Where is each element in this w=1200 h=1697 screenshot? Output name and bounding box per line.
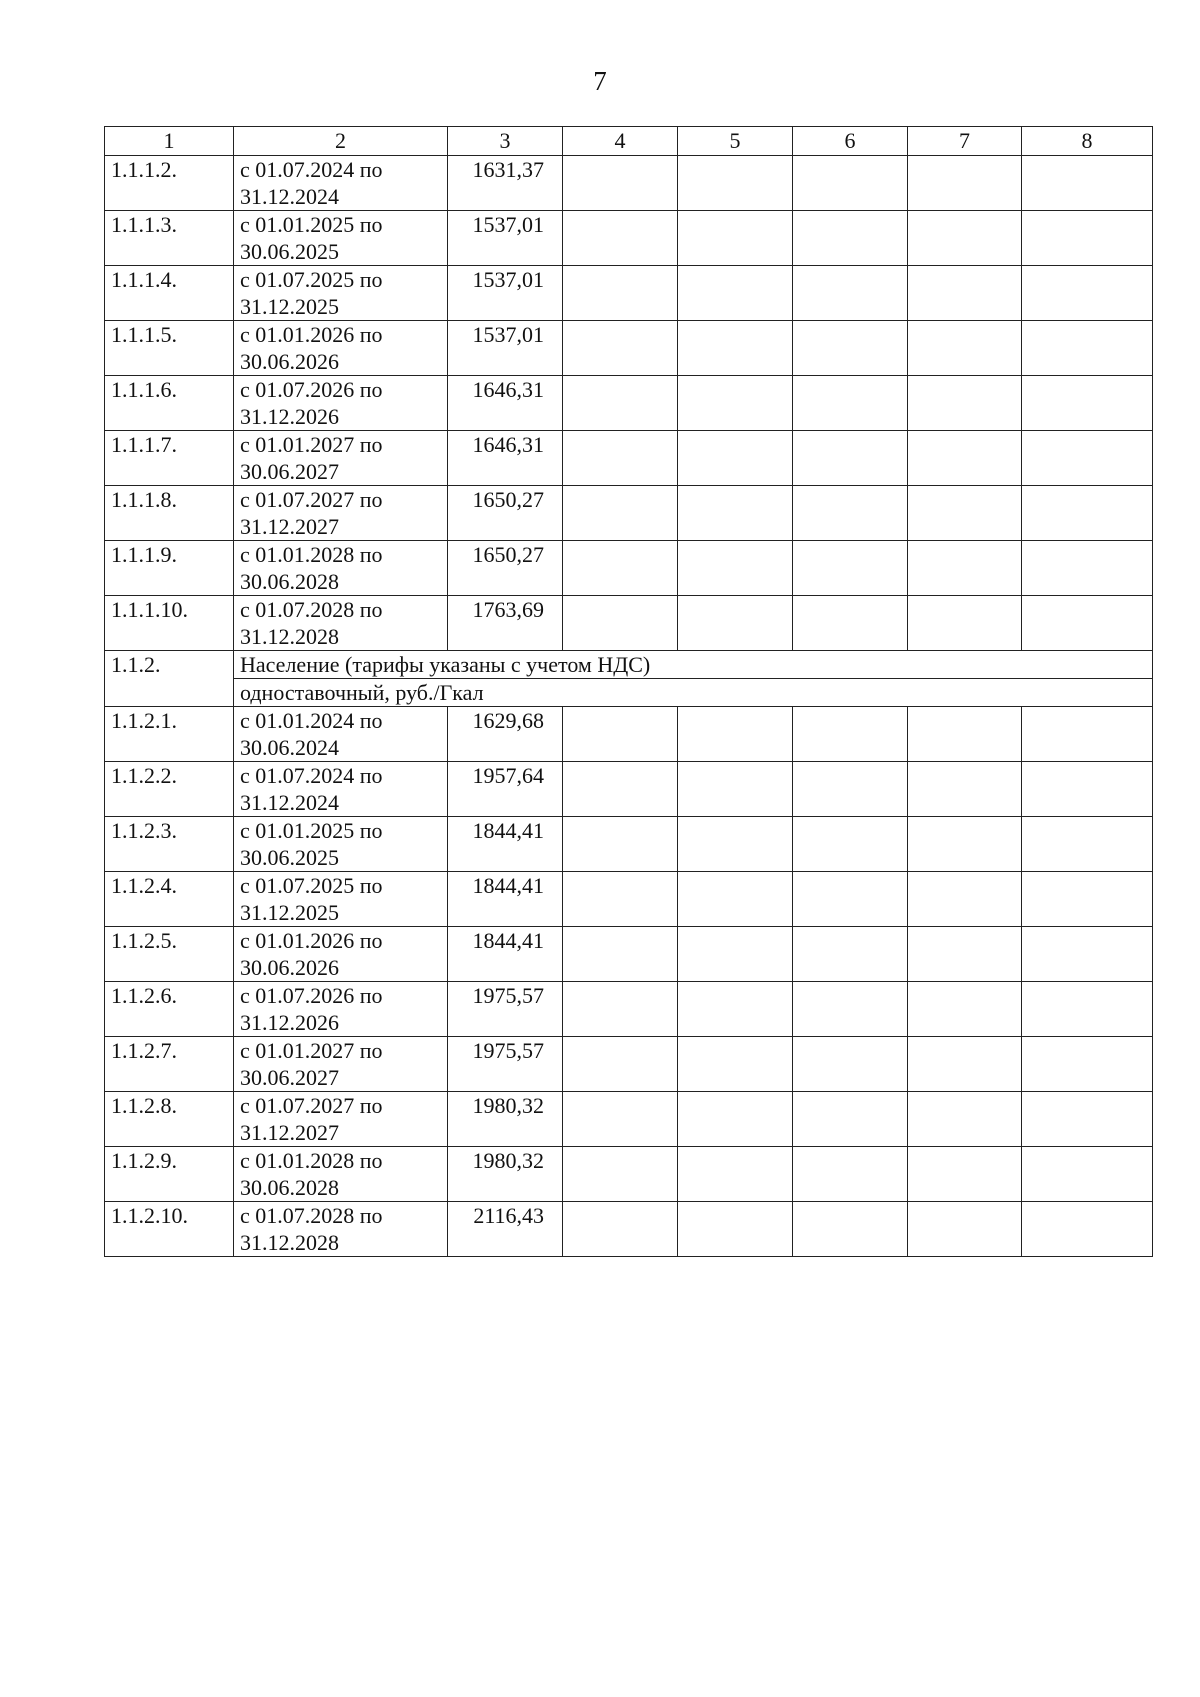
table-body (105, 127, 1153, 1257)
empty-cell-col-7 (908, 927, 1022, 982)
column-header: 7 (908, 127, 1022, 156)
period-start: с 01.07.2024 по (240, 763, 383, 788)
row-code: 1.1.2.9. (105, 1147, 234, 1202)
row-code: 1.1.2.2. (105, 762, 234, 817)
empty-cell-col-7 (908, 321, 1022, 376)
table-row (105, 541, 1153, 596)
empty-cell-col-8 (1022, 1202, 1153, 1257)
empty-cell-col-5 (678, 321, 793, 376)
period-end: 30.06.2025 (240, 239, 339, 264)
empty-cell-col-5 (678, 872, 793, 927)
period-cell (234, 872, 448, 927)
tariff-value: 1650,27 (448, 486, 563, 541)
empty-cell-col-6 (793, 596, 908, 651)
empty-cell-col-4 (563, 1147, 678, 1202)
period-cell (234, 486, 448, 541)
period-start: с 01.07.2025 по (240, 267, 383, 292)
empty-cell-col-6 (793, 211, 908, 266)
period-start: с 01.07.2027 по (240, 487, 383, 512)
empty-cell-col-6 (793, 1092, 908, 1147)
empty-cell-col-8 (1022, 872, 1153, 927)
empty-cell-col-8 (1022, 266, 1153, 321)
period-cell (234, 431, 448, 486)
section-code: 1.1.2. (105, 651, 234, 707)
column-header: 8 (1022, 127, 1153, 156)
empty-cell-col-4 (563, 376, 678, 431)
period-start: с 01.07.2026 по (240, 377, 383, 402)
table-row (105, 431, 1153, 486)
empty-cell-col-5 (678, 486, 793, 541)
empty-cell-col-5 (678, 1037, 793, 1092)
tariff-value: 1957,64 (448, 762, 563, 817)
period-cell (234, 596, 448, 651)
empty-cell-col-4 (563, 707, 678, 762)
table-row (105, 707, 1153, 762)
empty-cell-col-8 (1022, 817, 1153, 872)
empty-cell-col-4 (563, 927, 678, 982)
row-code: 1.1.1.4. (105, 266, 234, 321)
empty-cell-col-5 (678, 211, 793, 266)
column-header: 3 (448, 127, 563, 156)
period-cell (234, 211, 448, 266)
period-start: с 01.01.2026 по (240, 322, 383, 347)
period-start: с 01.01.2027 по (240, 1038, 383, 1063)
period-cell (234, 707, 448, 762)
empty-cell-col-8 (1022, 982, 1153, 1037)
row-code: 1.1.1.2. (105, 156, 234, 211)
empty-cell-col-8 (1022, 762, 1153, 817)
empty-cell-col-7 (908, 1147, 1022, 1202)
tariff-value: 1975,57 (448, 982, 563, 1037)
table-row (105, 1092, 1153, 1147)
empty-cell-col-7 (908, 376, 1022, 431)
empty-cell-col-5 (678, 596, 793, 651)
column-header-row (105, 127, 1153, 156)
tariff-value: 1646,31 (448, 376, 563, 431)
empty-cell-col-8 (1022, 541, 1153, 596)
period-start: с 01.07.2025 по (240, 873, 383, 898)
period-end: 31.12.2026 (240, 1010, 339, 1035)
empty-cell-col-5 (678, 707, 793, 762)
tariff-value: 1537,01 (448, 321, 563, 376)
row-code: 1.1.2.1. (105, 707, 234, 762)
table-row (105, 486, 1153, 541)
empty-cell-col-8 (1022, 927, 1153, 982)
period-cell (234, 541, 448, 596)
empty-cell-col-6 (793, 927, 908, 982)
tariff-value: 1629,68 (448, 707, 563, 762)
empty-cell-col-7 (908, 982, 1022, 1037)
empty-cell-col-5 (678, 431, 793, 486)
table-row (105, 211, 1153, 266)
period-start: с 01.01.2025 по (240, 212, 383, 237)
period-end: 31.12.2025 (240, 900, 339, 925)
empty-cell-col-6 (793, 541, 908, 596)
period-end: 30.06.2026 (240, 349, 339, 374)
period-end: 31.12.2024 (240, 790, 339, 815)
empty-cell-col-7 (908, 1092, 1022, 1147)
section-title: Население (тарифы указаны с учетом НДС) (234, 651, 1153, 679)
row-code: 1.1.1.9. (105, 541, 234, 596)
period-end: 30.06.2024 (240, 735, 339, 760)
empty-cell-col-5 (678, 927, 793, 982)
empty-cell-col-7 (908, 486, 1022, 541)
empty-cell-col-6 (793, 431, 908, 486)
row-code: 1.1.2.5. (105, 927, 234, 982)
empty-cell-col-6 (793, 1147, 908, 1202)
tariff-value: 1844,41 (448, 927, 563, 982)
empty-cell-col-5 (678, 1147, 793, 1202)
period-end: 31.12.2025 (240, 294, 339, 319)
empty-cell-col-4 (563, 1092, 678, 1147)
row-code: 1.1.1.8. (105, 486, 234, 541)
empty-cell-col-6 (793, 817, 908, 872)
empty-cell-col-7 (908, 156, 1022, 211)
table-row (105, 872, 1153, 927)
period-end: 31.12.2028 (240, 1230, 339, 1255)
row-code: 1.1.1.10. (105, 596, 234, 651)
empty-cell-col-6 (793, 156, 908, 211)
row-code: 1.1.2.3. (105, 817, 234, 872)
empty-cell-col-8 (1022, 156, 1153, 211)
column-header: 6 (793, 127, 908, 156)
period-end: 31.12.2028 (240, 624, 339, 649)
empty-cell-col-6 (793, 1202, 908, 1257)
row-code: 1.1.2.4. (105, 872, 234, 927)
table-row (105, 376, 1153, 431)
section-subtitle-row (105, 679, 1153, 707)
tariff-value: 1646,31 (448, 431, 563, 486)
row-code: 1.1.1.6. (105, 376, 234, 431)
empty-cell-col-8 (1022, 431, 1153, 486)
tariff-value: 1631,37 (448, 156, 563, 211)
empty-cell-col-8 (1022, 1037, 1153, 1092)
empty-cell-col-4 (563, 486, 678, 541)
empty-cell-col-6 (793, 321, 908, 376)
table-row (105, 817, 1153, 872)
tariff-table (104, 126, 1153, 1257)
empty-cell-col-8 (1022, 596, 1153, 651)
table-row (105, 1037, 1153, 1092)
empty-cell-col-7 (908, 541, 1022, 596)
period-cell (234, 762, 448, 817)
period-start: с 01.07.2027 по (240, 1093, 383, 1118)
empty-cell-col-5 (678, 817, 793, 872)
row-code: 1.1.2.7. (105, 1037, 234, 1092)
period-cell (234, 1092, 448, 1147)
table-row (105, 596, 1153, 651)
period-end: 30.06.2027 (240, 459, 339, 484)
tariff-value: 1650,27 (448, 541, 563, 596)
empty-cell-col-6 (793, 1037, 908, 1092)
empty-cell-col-7 (908, 707, 1022, 762)
empty-cell-col-8 (1022, 321, 1153, 376)
empty-cell-col-8 (1022, 1092, 1153, 1147)
tariff-value: 2116,43 (448, 1202, 563, 1257)
period-cell (234, 817, 448, 872)
period-end: 31.12.2024 (240, 184, 339, 209)
tariff-value: 1537,01 (448, 266, 563, 321)
empty-cell-col-7 (908, 872, 1022, 927)
empty-cell-col-4 (563, 431, 678, 486)
empty-cell-col-5 (678, 1202, 793, 1257)
column-header: 2 (234, 127, 448, 156)
empty-cell-col-4 (563, 541, 678, 596)
empty-cell-col-7 (908, 1202, 1022, 1257)
empty-cell-col-7 (908, 431, 1022, 486)
period-start: с 01.01.2024 по (240, 708, 383, 733)
period-end: 30.06.2027 (240, 1065, 339, 1090)
empty-cell-col-5 (678, 376, 793, 431)
empty-cell-col-6 (793, 762, 908, 817)
row-code: 1.1.2.8. (105, 1092, 234, 1147)
empty-cell-col-4 (563, 266, 678, 321)
empty-cell-col-6 (793, 872, 908, 927)
tariff-value: 1844,41 (448, 817, 563, 872)
page-number: 7 (593, 66, 607, 96)
empty-cell-col-4 (563, 596, 678, 651)
empty-cell-col-8 (1022, 211, 1153, 266)
period-cell (234, 1037, 448, 1092)
empty-cell-col-6 (793, 486, 908, 541)
tariff-value: 1844,41 (448, 872, 563, 927)
empty-cell-col-4 (563, 872, 678, 927)
tariff-value: 1980,32 (448, 1092, 563, 1147)
column-header: 4 (563, 127, 678, 156)
table-row (105, 156, 1153, 211)
period-cell (234, 982, 448, 1037)
period-cell (234, 1147, 448, 1202)
column-header: 5 (678, 127, 793, 156)
empty-cell-col-5 (678, 266, 793, 321)
empty-cell-col-6 (793, 266, 908, 321)
period-cell (234, 376, 448, 431)
period-start: с 01.01.2025 по (240, 818, 383, 843)
empty-cell-col-8 (1022, 486, 1153, 541)
empty-cell-col-5 (678, 1092, 793, 1147)
row-code: 1.1.1.3. (105, 211, 234, 266)
table-row (105, 1202, 1153, 1257)
period-end: 30.06.2028 (240, 1175, 339, 1200)
empty-cell-col-6 (793, 376, 908, 431)
empty-cell-col-4 (563, 1037, 678, 1092)
period-cell (234, 321, 448, 376)
empty-cell-col-4 (563, 817, 678, 872)
period-end: 30.06.2025 (240, 845, 339, 870)
row-code: 1.1.2.10. (105, 1202, 234, 1257)
empty-cell-col-7 (908, 1037, 1022, 1092)
section-subtitle: одноставочный, руб./Гкал (234, 679, 1153, 707)
empty-cell-col-4 (563, 762, 678, 817)
empty-cell-col-4 (563, 211, 678, 266)
period-end: 31.12.2027 (240, 514, 339, 539)
empty-cell-col-4 (563, 982, 678, 1037)
period-cell (234, 156, 448, 211)
table-row (105, 1147, 1153, 1202)
empty-cell-col-5 (678, 156, 793, 211)
empty-cell-col-5 (678, 762, 793, 817)
table-row (105, 266, 1153, 321)
period-cell (234, 266, 448, 321)
period-start: с 01.07.2026 по (240, 983, 383, 1008)
period-start: с 01.07.2028 по (240, 1203, 383, 1228)
section-title-row (105, 651, 1153, 679)
empty-cell-col-6 (793, 982, 908, 1037)
tariff-value: 1980,32 (448, 1147, 563, 1202)
empty-cell-col-4 (563, 1202, 678, 1257)
empty-cell-col-4 (563, 321, 678, 376)
period-start: с 01.01.2028 по (240, 542, 383, 567)
tariff-value: 1537,01 (448, 211, 563, 266)
period-start: с 01.01.2027 по (240, 432, 383, 457)
empty-cell-col-8 (1022, 1147, 1153, 1202)
tariff-value: 1975,57 (448, 1037, 563, 1092)
period-end: 31.12.2027 (240, 1120, 339, 1145)
row-code: 1.1.1.7. (105, 431, 234, 486)
empty-cell-col-7 (908, 211, 1022, 266)
period-end: 31.12.2026 (240, 404, 339, 429)
empty-cell-col-6 (793, 707, 908, 762)
period-end: 30.06.2026 (240, 955, 339, 980)
empty-cell-col-5 (678, 541, 793, 596)
empty-cell-col-7 (908, 762, 1022, 817)
period-cell (234, 927, 448, 982)
tariff-value: 1763,69 (448, 596, 563, 651)
table-row (105, 762, 1153, 817)
period-start: с 01.01.2028 по (240, 1148, 383, 1173)
period-start: с 01.07.2024 по (240, 157, 383, 182)
column-header: 1 (105, 127, 234, 156)
table-row (105, 982, 1153, 1037)
empty-cell-col-7 (908, 596, 1022, 651)
table-row (105, 321, 1153, 376)
row-code: 1.1.2.6. (105, 982, 234, 1037)
table-row (105, 927, 1153, 982)
empty-cell-col-7 (908, 817, 1022, 872)
period-start: с 01.01.2026 по (240, 928, 383, 953)
period-start: с 01.07.2028 по (240, 597, 383, 622)
empty-cell-col-5 (678, 982, 793, 1037)
empty-cell-col-8 (1022, 376, 1153, 431)
empty-cell-col-7 (908, 266, 1022, 321)
row-code: 1.1.1.5. (105, 321, 234, 376)
empty-cell-col-8 (1022, 707, 1153, 762)
period-end: 30.06.2028 (240, 569, 339, 594)
empty-cell-col-4 (563, 156, 678, 211)
period-cell (234, 1202, 448, 1257)
